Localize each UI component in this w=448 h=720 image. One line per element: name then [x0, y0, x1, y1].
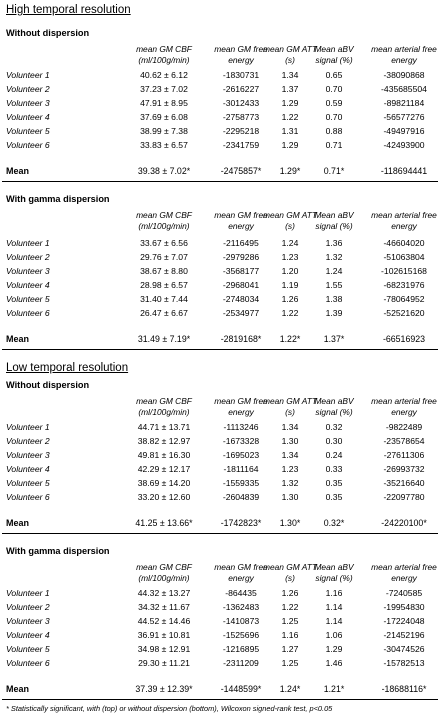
cell: 38.99 ± 7.38	[140, 126, 188, 136]
cell: -19954830	[383, 602, 425, 612]
header-gm-free-energy: mean GM free energy	[214, 396, 268, 417]
cell: -2979286	[222, 252, 260, 262]
header-gm-free-energy: mean GM free energy	[214, 210, 268, 231]
cell: 1.06	[325, 630, 343, 640]
cell: -1695023	[222, 450, 260, 460]
row-label: Volunteer 5	[6, 478, 50, 488]
row-label: Volunteer 4	[6, 464, 50, 474]
mean-cell: 1.30*	[279, 518, 301, 528]
cell: 1.14	[325, 616, 343, 626]
cell: 1.22	[281, 602, 299, 612]
mean-label: Mean	[6, 684, 30, 694]
cell: -2616227	[222, 84, 260, 94]
cell: 1.34	[281, 450, 299, 460]
cell: -2116495	[223, 238, 259, 248]
divider	[2, 699, 438, 700]
cell: 1.26	[281, 588, 299, 598]
header-gm-free-energy: mean GM free energy	[214, 44, 268, 65]
cell: 1.22	[281, 308, 299, 318]
header-gm-cbf: mean GM CBF (ml/100g/min)	[136, 396, 192, 417]
mean-cell: 1.24*	[279, 684, 301, 694]
mean-cell: 1.21*	[323, 684, 345, 694]
mean-cell: -1448599*	[220, 684, 262, 694]
cell: 0.32	[325, 422, 343, 432]
header-gm-cbf: mean GM CBF (ml/100g/min)	[136, 210, 192, 231]
cell: 1.32	[325, 252, 343, 262]
header-abv-signal: Mean aBV signal (%)	[314, 562, 354, 583]
row-label: Volunteer 5	[6, 294, 50, 304]
row-label: Volunteer 4	[6, 630, 50, 640]
cell: -49497916	[383, 126, 425, 136]
mean-cell: -118694441	[380, 166, 428, 176]
cell: 1.23	[281, 252, 299, 262]
section-title-low: Low temporal resolution	[6, 362, 129, 374]
footnote: * Statistically significant, with (top) or without dispersion (bottom), Wilcoxon signed-rank test, p<0.05	[6, 704, 333, 713]
cell: -3012433	[222, 98, 260, 108]
cell: 26.47 ± 6.67	[140, 308, 188, 318]
cell: 1.19	[281, 280, 299, 290]
cell: 29.76 ± 7.07	[140, 252, 188, 262]
header-gm-att: mean GM ATT (s)	[263, 396, 317, 417]
mean-cell: -18688116*	[381, 684, 427, 694]
cell: 0.70	[325, 84, 343, 94]
cell: 33.20 ± 12.60	[137, 492, 191, 502]
row-label: Volunteer 6	[6, 140, 50, 150]
mean-cell: -24220100*	[381, 518, 427, 528]
subsection-title-ltr-without: Without dispersion	[6, 380, 90, 390]
row-label: Volunteer 4	[6, 280, 50, 290]
cell: 38.69 ± 14.20	[137, 478, 191, 488]
row-label: Volunteer 3	[6, 616, 50, 626]
cell: 31.40 ± 7.44	[140, 294, 188, 304]
cell: -1362483	[222, 602, 260, 612]
mean-cell: 31.49 ± 7.19*	[137, 334, 191, 344]
cell: 1.26	[281, 294, 299, 304]
cell: 1.34	[281, 422, 299, 432]
cell: -22097780	[383, 492, 425, 502]
cell: 1.22	[281, 112, 299, 122]
cell: -864435	[225, 588, 257, 598]
mean-cell: 0.32*	[323, 518, 345, 528]
row-label: Volunteer 2	[6, 602, 50, 612]
cell: 36.91 ± 10.81	[137, 630, 191, 640]
cell: -2968041	[222, 280, 260, 290]
cell: 1.46	[325, 658, 343, 668]
cell: 1.16	[325, 588, 343, 598]
row-label: Volunteer 1	[6, 422, 50, 432]
header-arterial-free-energy: mean arterial free energy	[371, 562, 437, 583]
cell: 1.29	[281, 98, 299, 108]
cell: 38.67 ± 8.80	[140, 266, 188, 276]
cell: 42.29 ± 12.17	[137, 464, 191, 474]
cell: 1.29	[281, 140, 299, 150]
cell: -30474526	[383, 644, 425, 654]
row-label: Volunteer 2	[6, 252, 50, 262]
divider	[2, 533, 438, 534]
cell: -1673328	[222, 436, 260, 446]
header-gm-free-energy: mean GM free energy	[214, 562, 268, 583]
cell: 34.98 ± 12.91	[137, 644, 191, 654]
cell: -89821184	[383, 98, 425, 108]
mean-cell: -1742823*	[220, 518, 262, 528]
mean-cell: 41.25 ± 13.66*	[135, 518, 193, 528]
row-label: Volunteer 5	[6, 644, 50, 654]
cell: -17224048	[383, 616, 425, 626]
cell: -21452196	[383, 630, 425, 640]
cell: 1.38	[325, 294, 343, 304]
header-gm-att: mean GM ATT (s)	[263, 562, 317, 583]
cell: 29.30 ± 11.21	[138, 658, 190, 668]
cell: -1410873	[222, 616, 260, 626]
cell: -35216640	[383, 478, 425, 488]
header-abv-signal: Mean aBV signal (%)	[314, 44, 354, 65]
cell: -23578654	[383, 436, 425, 446]
subsection-title-htr-gamma: With gamma dispersion	[6, 194, 110, 204]
row-label: Volunteer 3	[6, 450, 50, 460]
header-arterial-free-energy: mean arterial free energy	[371, 396, 437, 417]
cell: 1.30	[281, 436, 299, 446]
section-title-high: High temporal resolution	[6, 4, 131, 16]
header-gm-att: mean GM ATT (s)	[263, 210, 317, 231]
cell: -1216895	[222, 644, 260, 654]
cell: -51063804	[383, 252, 425, 262]
row-label: Volunteer 1	[6, 238, 50, 248]
header-gm-cbf: mean GM CBF (ml/100g/min)	[136, 562, 192, 583]
cell: -7240585	[385, 588, 423, 598]
cell: 1.25	[281, 658, 299, 668]
cell: 34.32 ± 11.67	[138, 602, 190, 612]
cell: 1.32	[281, 478, 299, 488]
mean-cell: 0.71*	[323, 166, 345, 176]
cell: 38.82 ± 12.97	[137, 436, 191, 446]
cell: 1.14	[325, 602, 343, 612]
row-label: Volunteer 3	[6, 98, 50, 108]
cell: -46604020	[383, 238, 425, 248]
cell: 37.23 ± 7.02	[140, 84, 188, 94]
row-label: Volunteer 4	[6, 112, 50, 122]
cell: 0.30	[325, 436, 343, 446]
cell: -435685504	[381, 84, 427, 94]
mean-cell: -2475857*	[220, 166, 262, 176]
mean-cell: 39.38 ± 7.02*	[137, 166, 191, 176]
cell: -2604839	[222, 492, 260, 502]
cell: 1.24	[325, 266, 343, 276]
row-label: Volunteer 5	[6, 126, 50, 136]
header-abv-signal: Mean aBV signal (%)	[314, 396, 354, 417]
divider	[2, 349, 438, 350]
mean-label: Mean	[6, 334, 30, 344]
cell: -2534977	[222, 308, 260, 318]
cell: 1.36	[325, 238, 343, 248]
row-label: Volunteer 1	[6, 70, 50, 80]
cell: 0.88	[325, 126, 343, 136]
mean-cell: 1.29*	[279, 166, 301, 176]
mean-cell: -2819168*	[220, 334, 262, 344]
cell: -42493900	[383, 140, 425, 150]
cell: -56577276	[383, 112, 425, 122]
cell: 1.55	[325, 280, 343, 290]
cell: 1.20	[281, 266, 299, 276]
row-label: Volunteer 6	[6, 492, 50, 502]
cell: 44.52 ± 14.46	[137, 616, 191, 626]
cell: 47.91 ± 8.95	[140, 98, 188, 108]
row-label: Volunteer 2	[6, 436, 50, 446]
header-gm-att: mean GM ATT (s)	[263, 44, 317, 65]
cell: -102615168	[381, 266, 427, 276]
cell: -68231976	[383, 280, 425, 290]
header-arterial-free-energy: mean arterial free energy	[371, 210, 437, 231]
cell: 0.35	[325, 478, 343, 488]
cell: 0.24	[325, 450, 343, 460]
cell: 40.62 ± 6.12	[140, 70, 188, 80]
cell: 28.98 ± 6.57	[140, 280, 188, 290]
cell: -1525696	[222, 630, 260, 640]
cell: -52521620	[383, 308, 425, 318]
cell: -1113246	[223, 422, 259, 432]
cell: -2758773	[222, 112, 260, 122]
cell: 1.16	[281, 630, 299, 640]
cell: -2748034	[222, 294, 260, 304]
cell: 37.69 ± 6.08	[140, 112, 188, 122]
header-gm-cbf: mean GM CBF (ml/100g/min)	[136, 44, 192, 65]
subsection-title-ltr-gamma: With gamma dispersion	[6, 546, 110, 556]
cell: -1830731	[222, 70, 260, 80]
cell: -2295218	[222, 126, 260, 136]
cell: -3568177	[222, 266, 260, 276]
cell: 1.39	[325, 308, 343, 318]
subsection-title-htr-without: Without dispersion	[6, 28, 90, 38]
cell: 0.59	[325, 98, 343, 108]
header-abv-signal: Mean aBV signal (%)	[314, 210, 354, 231]
cell: 33.83 ± 6.57	[140, 140, 188, 150]
cell: -2311209	[223, 658, 259, 668]
cell: 44.32 ± 13.27	[137, 588, 191, 598]
cell: 1.24	[281, 238, 299, 248]
cell: -1811164	[223, 464, 259, 474]
row-label: Volunteer 1	[6, 588, 50, 598]
divider	[2, 181, 438, 182]
cell: -38090868	[383, 70, 425, 80]
row-label: Volunteer 2	[6, 84, 50, 94]
cell: 0.35	[325, 492, 343, 502]
cell: -15782513	[383, 658, 425, 668]
cell: 1.29	[325, 644, 343, 654]
cell: -26993732	[383, 464, 425, 474]
cell: 33.67 ± 6.56	[140, 238, 188, 248]
mean-cell: 1.22*	[279, 334, 301, 344]
cell: 49.81 ± 16.30	[137, 450, 191, 460]
row-label: Volunteer 6	[6, 658, 50, 668]
mean-cell: -66516923	[382, 334, 426, 344]
header-arterial-free-energy: mean arterial free energy	[371, 44, 437, 65]
cell: 1.23	[281, 464, 299, 474]
cell: 0.70	[325, 112, 343, 122]
cell: 0.33	[325, 464, 343, 474]
cell: 1.30	[281, 492, 299, 502]
cell: -27611306	[383, 450, 425, 460]
row-label: Volunteer 3	[6, 266, 50, 276]
cell: 44.71 ± 13.71	[137, 422, 191, 432]
cell: -78064952	[383, 294, 425, 304]
cell: 1.27	[281, 644, 299, 654]
cell: 1.31	[281, 126, 299, 136]
cell: -1559335	[222, 478, 260, 488]
mean-label: Mean	[6, 166, 30, 176]
mean-cell: 37.39 ± 12.39*	[135, 684, 193, 694]
mean-label: Mean	[6, 518, 30, 528]
cell: -9822489	[385, 422, 423, 432]
cell: -2341759	[222, 140, 260, 150]
cell: 1.37	[281, 84, 299, 94]
cell: 1.25	[281, 616, 299, 626]
row-label: Volunteer 6	[6, 308, 50, 318]
cell: 0.65	[325, 70, 343, 80]
mean-cell: 1.37*	[323, 334, 345, 344]
cell: 0.71	[325, 140, 343, 150]
cell: 1.34	[281, 70, 299, 80]
